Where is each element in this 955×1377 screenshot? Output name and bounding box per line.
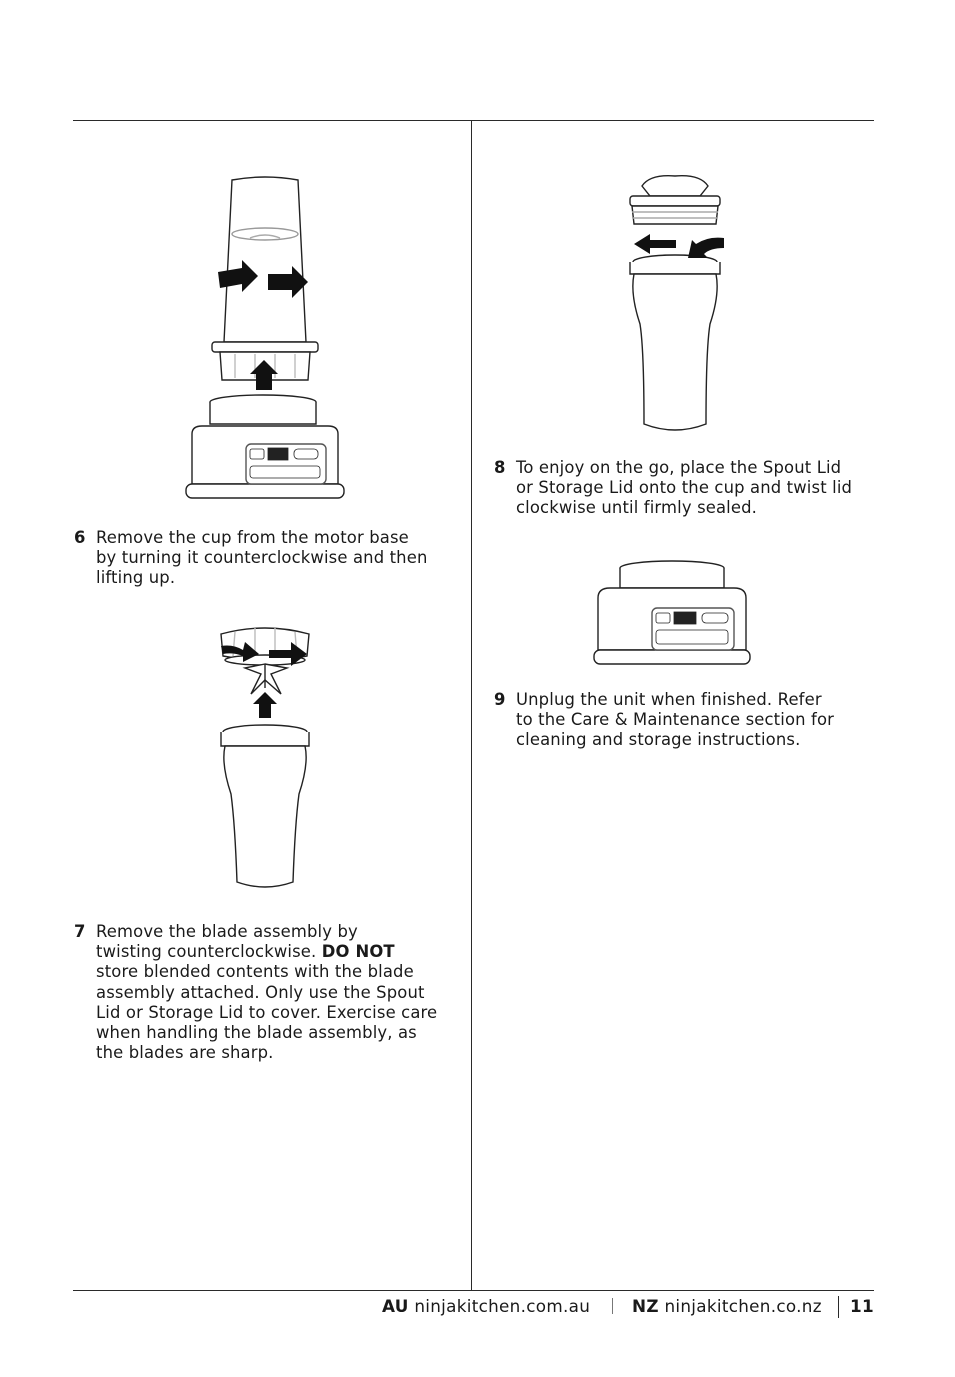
page-number-value: 11 (850, 1296, 874, 1316)
figure-remove-blade (215, 624, 315, 890)
top-rule (73, 120, 874, 121)
step-text-part: Remove the blade assembly by twisting counterclockwise. (96, 922, 358, 962)
au-website-link[interactable]: ninjakitchen.com.au (414, 1296, 591, 1316)
step-text: To enjoy on the go, place the Spout Lid or Storage Lid onto the cup and twist lid clockwise until firmly sealed. (516, 458, 853, 518)
step-8 (494, 458, 884, 519)
step-text: Unplug the unit when finished. Refer to the Care & Maintenance section for cleaning and storage instructions. (516, 690, 835, 750)
column-divider (471, 120, 472, 1291)
page-number (850, 1293, 874, 1319)
step-7 (74, 922, 464, 1063)
step-number: 8 (494, 458, 506, 477)
nz-website-link[interactable]: ninjakitchen.co.nz (664, 1296, 822, 1316)
page-number-separator (838, 1296, 839, 1318)
nz-label: NZ (632, 1296, 659, 1316)
figure-attach-lid (620, 174, 730, 439)
footer-separator (612, 1298, 613, 1314)
footer-nz (632, 1293, 822, 1319)
step-text (96, 922, 464, 1063)
bottom-rule (73, 1290, 874, 1291)
footer-au (382, 1293, 590, 1319)
warning-do-not: DO NOT (321, 942, 395, 962)
step-number: 7 (74, 922, 86, 941)
step-number: 6 (74, 528, 86, 547)
step-6 (74, 528, 464, 589)
step-text: Remove the cup from the motor base by turning it counterclockwise and then lifting up. (96, 528, 428, 588)
step-9 (494, 690, 884, 751)
step-text-part: store blended contents with the blade assembly attached. Only use the Spout Lid or Storage Lid to cover. Exercise care when handling the blade assembly, as the blades are sharp. (96, 962, 438, 1063)
figure-motor-base (592, 558, 752, 670)
figure-remove-cup (180, 172, 350, 507)
step-number: 9 (494, 690, 506, 709)
au-label: AU (382, 1296, 409, 1316)
